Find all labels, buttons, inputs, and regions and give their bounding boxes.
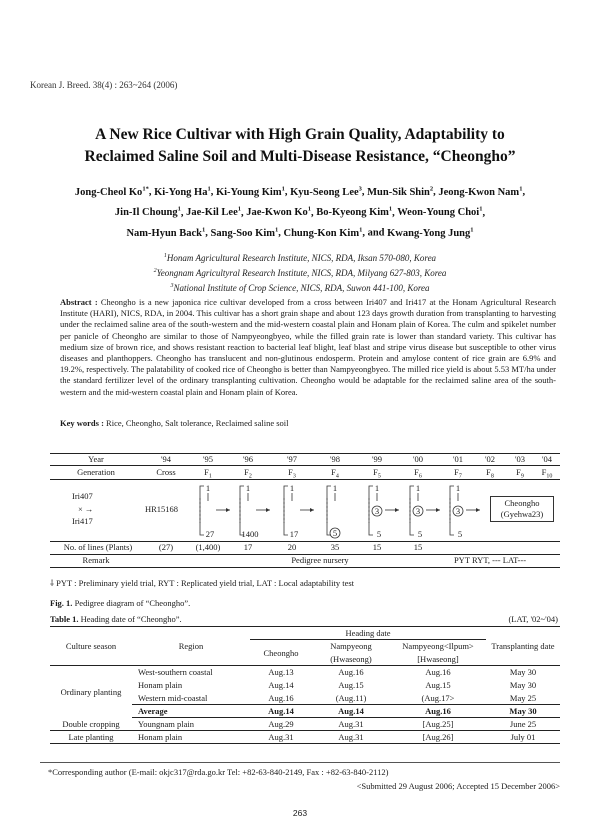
author-name: Weon-Young Choi$^1$ (397, 205, 483, 218)
figure-caption-text: Pedigree diagram of “Cheongho”. (74, 598, 191, 608)
lines-cell: (1,400) (195, 542, 221, 552)
cell-transplanting: July 01 (510, 732, 536, 742)
cell-nampyeong-ilpum: [Aug.26] (422, 732, 454, 742)
author-affiliation-marker: 1 (207, 185, 211, 192)
generation-cell: $F_3$ (288, 467, 296, 480)
cell-nampyeong: Aug.16 (338, 667, 364, 678)
pedigree-bracket (240, 486, 244, 535)
cell-transplanting: May 30 (486, 705, 560, 718)
affiliation: $^3$National Institute of Crop Science, NICS, RDA, Suwon 441-100, Korea (170, 283, 430, 293)
generation-cell: $F_4$ (331, 467, 339, 480)
header-nampyeong-ilpum-sub: [Hwaseong] (390, 653, 486, 666)
final-cultivar-name: Cheongho (504, 498, 540, 508)
generation-cell: $F_9$ (516, 467, 524, 480)
author-name: Jeong-Kwon Nam$^1$ (438, 185, 523, 198)
pedigree-circled-value: 3 (455, 506, 461, 516)
generation-cell: $F_2$ (244, 467, 252, 480)
table-note: (LAT, '02~'04) (508, 614, 558, 624)
cell-region: Western mid-coastal (138, 692, 208, 703)
footnote-text: PYT : Preliminary yield trial, RYT : Replicated yield trial, LAT : Local adaptability test (56, 578, 355, 588)
cell-nampyeong: Aug.31 (338, 732, 364, 742)
pedigree-bracket (284, 486, 288, 535)
author-name: Jae-Kil Lee$^1$ (186, 205, 241, 218)
cell-cheongho: Aug.14 (268, 680, 294, 690)
lines-cell: 17 (243, 542, 253, 552)
pedigree-arrowhead (436, 508, 440, 512)
pedigree-bracket (327, 486, 331, 535)
cell-region: Youngnam plain (138, 719, 195, 729)
table-row (50, 666, 560, 679)
author-affiliation-marker: 1 (519, 185, 523, 192)
abstract (60, 297, 556, 398)
cell-nampyeong-ilpum: Aug.16 (425, 667, 451, 678)
cell-cheongho: Aug.31 (268, 732, 294, 742)
pedigree-arrowhead (310, 508, 314, 512)
author-affiliation-marker: 1 (479, 205, 483, 213)
author-name: Jae-Kwon Ko$^1$ (246, 205, 312, 218)
pedigree-count-top: 1 (332, 483, 338, 493)
pedigree-count-top: 1 (205, 483, 211, 493)
header-heading-date: Heading date (250, 627, 486, 640)
author-affiliation-marker: 1 (275, 226, 279, 233)
figure-caption (50, 598, 190, 608)
heading-date-table (50, 626, 560, 744)
pedigree-count-top: 1 (374, 483, 380, 493)
header-cheongho: Cheongho (250, 640, 312, 666)
cell-region: West-southern coastal (138, 667, 213, 678)
pedigree-circled-value: 3 (374, 506, 380, 516)
author-affiliation-marker: 1 (388, 205, 393, 213)
author-line: Jong-Cheol $Ko^{1*}$, Ki-Yong Ha$^1$, Ki-Young Kim$^1$, Kyu-Seong Lee$^3$, Mun-Sik Shin$^2$, Jeong-Kwon Nam$^1$, (74, 185, 526, 198)
year-cell: '94 (160, 454, 172, 464)
author-affiliation-marker: 3 (358, 185, 362, 192)
season-late: Late planting (68, 732, 114, 742)
lines-cell: 35 (330, 542, 340, 552)
author-name: Nam-Hyun Back$^1$ (126, 226, 206, 239)
cell-cheongho: Aug.29 (268, 719, 294, 729)
author-affiliation-marker: 1 (237, 205, 241, 213)
year-cell: '96 (242, 454, 254, 464)
paper-title (60, 124, 540, 168)
generation-cell: Cross (156, 467, 176, 477)
parent-2: Iri417 (72, 516, 93, 526)
pedigree-count-bottom: 5 (457, 529, 463, 539)
submission-dates: <Submitted 29 August 2006; Accepted 15 December 2006> (356, 781, 560, 791)
season-double: Double cropping (62, 718, 120, 729)
author-line: Nam-Hyun Back$^1$, Sang-Soo Kim$^1$, Chung-Kon Kim$^1$, and Kwang-Yong Jung$^1$ (126, 226, 474, 239)
title-line-1: A New Rice Cultivar with High Grain Quality, Adaptability to (95, 126, 505, 143)
year-cell: '99 (371, 454, 383, 464)
remark-nursery: Pedigree nursery (291, 555, 349, 565)
year-cell: '98 (329, 454, 341, 464)
pedigree-arrowhead (395, 508, 399, 512)
cell-region: Honam plain (138, 732, 183, 742)
pedigree-bracket (200, 486, 204, 535)
pedigree-count-bottom: 1400 (241, 529, 259, 539)
cell-transplanting: May 25 (509, 692, 537, 703)
author-affiliation-marker: 1 (177, 205, 181, 213)
final-cultivar-alias: (Gyehwa23) (500, 509, 544, 519)
pedigree-arrowhead (476, 508, 480, 512)
cell-nampyeong-ilpum: Aug.15 (425, 680, 451, 690)
author-affiliation-marker: 1 (202, 226, 206, 233)
keywords-text: Rice, Cheongho, Salt tolerance, Reclaimed saline soil (106, 418, 289, 428)
header-nampyeong: Nampyeong (330, 641, 372, 652)
year-cell: '04 (541, 454, 553, 464)
generation-cell: $F_8$ (486, 467, 494, 480)
pedigree-circled-value: 5 (332, 528, 338, 538)
pedigree-arrowhead (266, 508, 270, 512)
affiliation: $^1$Honam Agricultural Research Institute, NICS, RDA, Iksan 570-080, Korea (163, 253, 437, 263)
pedigree-count-bottom: 5 (376, 529, 382, 539)
year-cell: '03 (514, 454, 526, 464)
author-name: Kwang-Yong Jung$^1$ (387, 226, 474, 239)
abstract-label: Abstract : (60, 297, 98, 307)
pedigree-arrowhead (226, 508, 230, 512)
pedigree-count-bottom: 27 (205, 529, 215, 539)
cell-cheongho: Aug.13 (268, 667, 294, 678)
lines-cell: 15 (413, 542, 423, 552)
author-affiliation-marker: 1 (281, 185, 285, 192)
cell-transplanting: May 30 (509, 680, 537, 690)
footnote-marker: ⸸ (50, 578, 54, 588)
pedigree-count-top: 1 (245, 483, 251, 493)
table-caption (50, 614, 182, 624)
cell-region: Honam plain (138, 680, 183, 690)
year-row-label: Year (88, 454, 104, 464)
year-cell: '01 (452, 454, 464, 464)
generation-cell: $F_7$ (454, 467, 462, 480)
author-list (40, 180, 560, 242)
lines-cell: (27) (158, 542, 174, 552)
header-nampyeong-sub: (Hwaseong) (312, 653, 390, 666)
generation-row-label: Generation (77, 467, 115, 477)
pedigree-diagram (50, 453, 560, 573)
cell-nampyeong: Aug.14 (312, 705, 390, 718)
author-line: Jin-Il Choung$^1$, Jae-Kil Lee$^1$, Jae-Kwon Ko$^1$, Bo-Kyeong Kim$^1$, Weon-Young Choi$^1$, (114, 205, 486, 218)
cell-nampyeong: Aug.31 (338, 719, 364, 729)
pedigree-footnote (50, 578, 354, 589)
affiliation-list (60, 250, 540, 295)
author-affiliation-marker: 1 (307, 205, 312, 213)
remark-row-label: Remark (82, 555, 110, 565)
cell-transplanting: May 30 (509, 667, 537, 678)
generation-cell: $F_1$ (204, 467, 212, 480)
cell-nampyeong-ilpum: Aug.16 (390, 705, 486, 718)
author-name: Ki-Young Kim$^1$ (215, 185, 285, 198)
author-name: Mun-Sik Shin$^2$ (367, 185, 434, 198)
journal-reference: Korean J. Breed. 38(4) : 263~264 (2006) (30, 80, 178, 90)
generation-cell: $F_{10}$ (541, 467, 553, 480)
year-cell: '95 (202, 454, 214, 464)
generation-cell: $F_5$ (373, 467, 381, 480)
pedigree-count-bottom: 17 (289, 529, 299, 539)
cell-nampyeong: Aug.15 (338, 680, 364, 690)
lines-cell: 15 (372, 542, 382, 552)
header-transplanting: Transplanting date (486, 627, 560, 666)
header-region: Region (132, 627, 250, 666)
title-line-2: Reclaimed Saline Soil and Multi-Disease Resistance, “Cheongho” (84, 148, 516, 165)
cross-symbol: × → (78, 504, 94, 514)
cell-nampyeong-ilpum: [Aug.25] (422, 719, 454, 729)
year-cell: '97 (286, 454, 298, 464)
season-ordinary: Ordinary planting (60, 686, 122, 697)
author-affiliation-marker: 1 (359, 226, 363, 233)
pedigree-count-top: 1 (415, 483, 421, 493)
cell-nampyeong-ilpum: (Aug.17> (421, 692, 455, 703)
lines-cell: 20 (287, 542, 297, 552)
year-cell: '02 (484, 454, 496, 464)
corresponding-author: *Corresponding author (E-mail: okjc317@rda.go.kr Tel: +82-63-840-2149, Fax : +82-63-840-2112) (48, 767, 389, 777)
remark-trials: PYT RYT, --- LAT--- (453, 555, 527, 565)
header-season: Culture season (50, 627, 132, 666)
author-name: Bo-Kyeong Kim$^1$ (316, 205, 393, 218)
author-affiliation-marker: 1 (470, 226, 474, 233)
author-affiliation-marker: 2 (429, 185, 434, 192)
figure-caption-label: Fig. 1. (50, 598, 73, 608)
cell-region: Average (132, 705, 250, 718)
cross-name: HR15168 (145, 504, 179, 514)
footer-divider (40, 762, 560, 763)
pedigree-count-top: 1 (289, 483, 295, 493)
cell-nampyeong: (Aug.11) (335, 692, 367, 703)
table-row (50, 718, 560, 731)
author-name: Ki-Yong Ha$^1$ (154, 185, 211, 198)
table-caption-text: Heading date of “Cheongho”. (80, 614, 182, 624)
author-affiliation-marker: 1* (142, 185, 149, 192)
page-number: 263 (292, 808, 308, 818)
author-name: Kyu-Seong Lee$^3$ (290, 185, 362, 198)
author-name: Jin-Il Choung$^1$ (114, 205, 181, 218)
cell-transplanting: June 25 (509, 719, 537, 729)
parent-1: Iri407 (72, 491, 93, 501)
keywords-label: Key words : (60, 418, 104, 428)
lines-row-label: No. of lines (Plants) (63, 542, 133, 552)
pedigree-count-bottom: 5 (417, 529, 423, 539)
year-cell: '00 (412, 454, 424, 464)
rule-line (50, 567, 560, 568)
author-name: Chung-Kon Kim$^1$ (283, 226, 363, 239)
pedigree-count-top: 1 (455, 483, 461, 493)
generation-cell: $F_6$ (414, 467, 422, 480)
author-name: Sang-Soo Kim$^1$ (210, 226, 279, 239)
author-name: Jong-Cheol $Ko^{1*}$ (74, 185, 149, 198)
table-caption-label: Table 1. (50, 614, 79, 624)
table-row (50, 731, 560, 744)
affiliation: $^2$Yeongnam Agricultyral Research Institute, NICS, RDA, Milyang 627-803, Korea (153, 268, 447, 278)
pedigree-circled-value: 3 (415, 506, 421, 516)
header-nampyeong-ilpum: Nampyeong<Ilpum> (402, 641, 474, 652)
abstract-text: Cheongho is a new japonica rice cultivar developed from a cross between Iri407 and Iri417 at the Honam Agricultural Research Institute (HARI), NICS, RDA, in 2004. This cultivar has a short grain shape and about 123 days growth duration from transplanting to harvesting under the reclaimed saline area of the south-western and the mid-western coastal plain and Honam plain of Korea. The culm and spikelet number per panicle of Cheongho are similar to those of Nampyeongbyeo, while the filled grain rate is lower than standard variety. This cultivar has medium size of brown rice, and shows resistant reaction to bacterial leaf blight, leaf blast and stripe virus disease but susceptible to other virus diseases and planthoppers. Cheongho has translucent and non-glutinous endosperm. Protein and amylose content of rice grain are 6.9% and 19.2%, respectively. The palatability of cooked rice of Cheongho is better than Nampyeongbyeo. The milled rice yield is about 5.53 MT/ha under the standard fertilizer level of the ordinary transplanting cultivation. Cheongho would be adaptable for the reclaimed saline area of the south-western and the mid-western coastal plain and Honam plain of Korea. (60, 297, 556, 397)
cell-cheongho: Aug.16 (268, 692, 294, 703)
keywords (60, 418, 556, 428)
cell-cheongho: Aug.14 (250, 705, 312, 718)
